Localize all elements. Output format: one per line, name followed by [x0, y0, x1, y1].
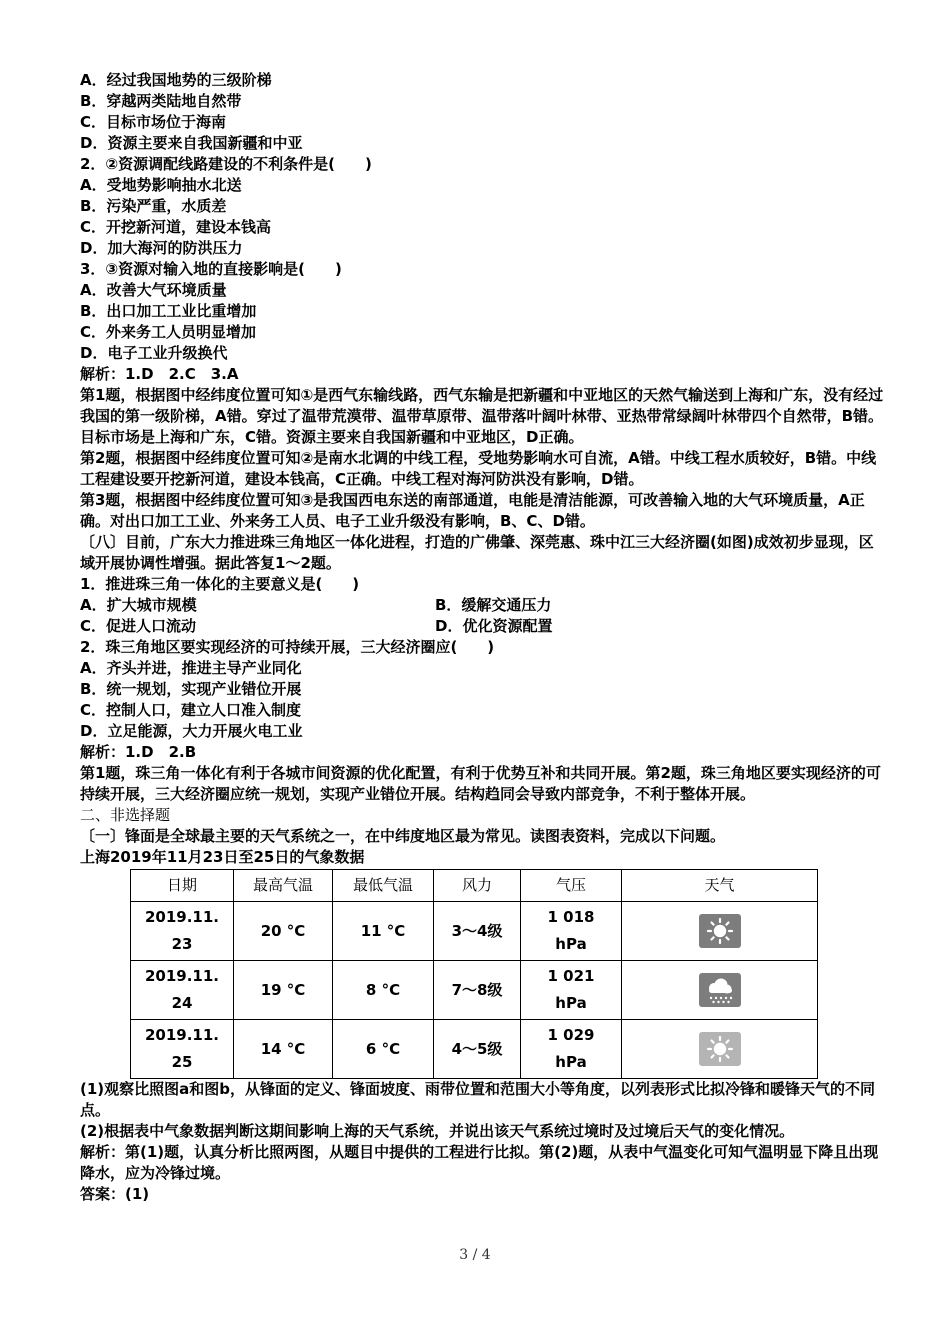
- date-part: 2019.11.: [144, 1026, 220, 1044]
- pressure-unit: hPa: [555, 1053, 587, 1071]
- header-wind: 风力: [434, 870, 521, 902]
- analysis: 解析：第(1)题，认真分析比照两图，从题目中提供的工程进行比拟。第(2)题，从表中气温变化可知气温明显下降且出现降水，应为冷锋过境。: [80, 1143, 879, 1182]
- cell-weather: [622, 961, 818, 1020]
- section-1-intro: 〔一〕锋面是全球最主要的天气系统之一，在中纬度地区最为常见。读图表资料，完成以下问题。: [80, 827, 726, 845]
- cell-low-temp: 6 °C: [333, 1020, 434, 1079]
- question-2-stem: 2．②资源调配线路建设的不利条件是( ): [80, 155, 372, 173]
- date-part: 24: [171, 994, 193, 1012]
- option-a: A．扩大城市规模: [80, 596, 197, 614]
- question-2-stem: 2．珠三角地区要实现经济的可持续开展，三大经济圈应( ): [80, 638, 495, 656]
- rain-cloud-icon: [699, 973, 741, 1007]
- answer-line: 解析：1.D 2.B: [80, 743, 197, 761]
- sun-icon: [699, 1032, 741, 1066]
- weather-table: [130, 869, 818, 1079]
- cell-pressure: [521, 902, 622, 961]
- explanation-q3: 第3题，根据图中经纬度位置可知③是我国西电东送的南部通道，电能是清洁能源，可改善输入地的大气环境质量，A正确。对出口加工工业、外来务工人员、电子工业升级没有影响，B、C、D错。: [80, 491, 865, 530]
- pressure-value: 1 029: [547, 1026, 595, 1044]
- table-header-row: [131, 870, 818, 902]
- header-date: 日期: [131, 870, 234, 902]
- cell-low-temp: 11 °C: [333, 902, 434, 961]
- date-part: 25: [171, 1053, 193, 1071]
- cell-pressure: [521, 961, 622, 1020]
- weather-table-wrapper: [68, 869, 886, 1079]
- question-3-stem: 3．③资源对输入地的直接影响是( ): [80, 260, 342, 278]
- cell-low-temp: 8 °C: [333, 961, 434, 1020]
- explanation-q1: 第1题，根据图中经纬度位置可知①是西气东输线路，西气东输是把新疆和中亚地区的天然气输送到上海和广东，没有经过我国的第一级阶梯，A错。穿过了温带荒漠带、温带草原带、温带落叶阔叶林带、亚热带常绿阔叶林带四个自然带，B错。目标市场是上海和广东，C错。资源主要来自我国新疆和中亚地区，D正确。: [80, 386, 884, 446]
- cell-weather: [622, 1020, 818, 1079]
- cell-date: [131, 1020, 234, 1079]
- option-q3-a: A．改善大气环境质量: [80, 281, 227, 299]
- answer-line: 解析：1.D 2.C 3.A: [80, 365, 239, 383]
- pressure-value: 1 018: [547, 908, 595, 926]
- option-q2-a: A．受地势影响抽水北送: [80, 176, 242, 194]
- option-q2-b: B．污染严重，水质差: [80, 197, 227, 215]
- options-row: [68, 616, 886, 637]
- option-q2-c: C．开挖新河道，建设本钱高: [80, 218, 272, 236]
- cell-high-temp: 14 °C: [234, 1020, 333, 1079]
- date-part: 2019.11.: [144, 908, 220, 926]
- option-b: B．缓解交通压力: [435, 596, 552, 614]
- option-q3-d: D．电子工业升级换代: [80, 344, 228, 362]
- header-high-temp: 最高气温: [234, 870, 333, 902]
- cell-pressure: [521, 1020, 622, 1079]
- header-pressure: 气压: [521, 870, 622, 902]
- cell-weather: [622, 902, 818, 961]
- sun-icon: [699, 914, 741, 948]
- cell-wind: 7～8级: [434, 961, 521, 1020]
- option-q3-c: C．外来务工人员明显增加: [80, 323, 257, 341]
- cell-date: [131, 902, 234, 961]
- page-number: 3 / 4: [459, 1247, 491, 1263]
- option-q2-d: D．加大海河的防洪压力: [80, 239, 243, 257]
- option-d: D．立足能源，大力开展火电工业: [80, 722, 303, 740]
- section-heading: 二、非选择题: [80, 806, 171, 824]
- option-b: B．统一规划，实现产业错位开展: [80, 680, 302, 698]
- pressure-unit: hPa: [555, 994, 587, 1012]
- question-1: (1)观察比照图a和图b，从锋面的定义、锋面坡度、雨带位置和范围大小等角度，以列表形式比拟冷锋和暖锋天气的不同点。: [80, 1080, 876, 1119]
- cell-wind: 3～4级: [434, 902, 521, 961]
- table-caption: 上海2019年11月23日至25日的气象数据: [80, 848, 365, 866]
- document-body: [68, 70, 886, 1205]
- pressure-value: 1 021: [547, 967, 595, 985]
- explanation-q2: 第2题，根据图中经纬度位置可知②是南水北调的中线工程，受地势影响水可自流，A错。中线工程水质较好，B错。中线工程建设要开挖新河道，建设本钱高，C正确。中线工程对海河防洪没有影响，D错。: [80, 449, 877, 488]
- table-row: [131, 961, 818, 1020]
- option-c: C．控制人口，建立人口准入制度: [80, 701, 302, 719]
- table-row: [131, 902, 818, 961]
- option-a: A．齐头并进，推进主导产业同化: [80, 659, 302, 677]
- option-d: D．优化资源配置: [435, 617, 553, 635]
- header-weather: 天气: [622, 870, 818, 902]
- pressure-unit: hPa: [555, 935, 587, 953]
- options-row: [68, 595, 886, 616]
- option-q1-a: A．经过我国地势的三级阶梯: [80, 71, 272, 89]
- option-c: C．促进人口流动: [80, 617, 197, 635]
- option-q3-b: B．出口加工工业比重增加: [80, 302, 257, 320]
- cell-wind: 4～5级: [434, 1020, 521, 1079]
- date-part: 23: [171, 935, 193, 953]
- option-q1-b: B．穿越两类陆地自然带: [80, 92, 242, 110]
- cell-high-temp: 19 °C: [234, 961, 333, 1020]
- cell-date: [131, 961, 234, 1020]
- option-q1-d: D．资源主要来自我国新疆和中亚: [80, 134, 303, 152]
- explanation: 第1题，珠三角一体化有利于各城市间资源的优化配置，有利于优势互补和共同开展。第2题，珠三角地区要实现经济的可持续开展，三大经济圈应统一规划，实现产业错位开展。结构趋同会导致内部竞争，不利于整体开展。: [80, 764, 881, 803]
- cell-high-temp: 20 °C: [234, 902, 333, 961]
- question-2: (2)根据表中气象数据判断这期间影响上海的天气系统，并说出该天气系统过境时及过境后天气的变化情况。: [80, 1122, 795, 1140]
- answer-line: 答案：(1): [80, 1185, 150, 1203]
- question-1-stem: 1．推进珠三角一体化的主要意义是( ): [80, 575, 360, 593]
- option-q1-c: C．目标市场位于海南: [80, 113, 227, 131]
- header-low-temp: 最低气温: [333, 870, 434, 902]
- section-8-intro: 〔八〕目前，广东大力推进珠三角地区一体化进程，打造的广佛肇、深莞惠、珠中江三大经济圈(如图)成效初步显现，区域开展协调性增强。据此答复1～2题。: [80, 533, 874, 572]
- table-row: [131, 1020, 818, 1079]
- date-part: 2019.11.: [144, 967, 220, 985]
